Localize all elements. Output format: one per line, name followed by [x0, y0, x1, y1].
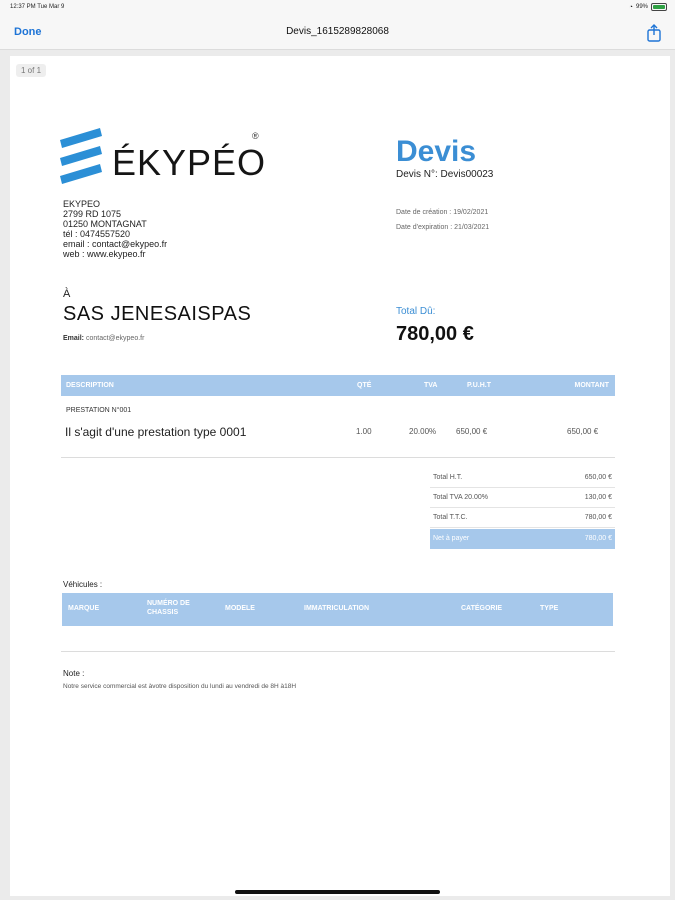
- col-category: CATÉGORIE: [461, 605, 503, 612]
- total-ht-row: [430, 468, 615, 488]
- item-qty: 1.00: [356, 427, 372, 436]
- logo-mark-icon: [60, 128, 104, 186]
- total-label: Total H.T.: [433, 474, 463, 481]
- col-registration: IMMATRICULATION: [304, 605, 370, 612]
- note-label: Note :: [63, 669, 85, 678]
- company-name: EKYPEO: [63, 199, 101, 209]
- registered-mark: ®: [252, 131, 259, 141]
- client-email: [63, 335, 144, 342]
- total-value: 780,00 €: [584, 514, 612, 521]
- page-indicator: 1 of 1: [16, 64, 46, 77]
- total-value: 130,00 €: [584, 494, 612, 501]
- col-description: DESCRIPTION: [66, 382, 114, 389]
- status-indicators: [629, 3, 667, 11]
- item-tva: 20.00%: [409, 427, 437, 436]
- total-due-value: 780,00 €: [396, 323, 474, 345]
- net-to-pay-value: 780,00 €: [584, 535, 612, 542]
- item-category: PRESTATION N°001: [66, 407, 132, 414]
- total-label: Total TVA 20.00%: [433, 494, 488, 501]
- vehicles-table-header: [62, 593, 613, 626]
- col-tva: TVA: [424, 382, 438, 389]
- col-brand: MARQUE: [68, 605, 100, 612]
- col-puht: P.U.H.T: [467, 382, 491, 389]
- nav-bar: [0, 16, 675, 50]
- divider: [61, 651, 615, 652]
- vehicles-label: Véhicules :: [63, 580, 103, 589]
- done-button[interactable]: Done: [14, 26, 42, 38]
- items-table-header: [61, 375, 615, 396]
- creation-date: Date de création : 19/02/2021: [396, 209, 489, 216]
- expiration-date: Date d'expiration : 21/03/2021: [396, 224, 490, 231]
- total-tva-row: [430, 488, 615, 508]
- col-model: MODELE: [225, 605, 255, 612]
- company-phone: tél : 0474557520: [63, 229, 131, 239]
- note-text: Notre service commercial est àvotre disposition du lundi au vendredi de 8H à18H: [63, 683, 297, 690]
- item-description: Il s'agit d'une prestation type 0001: [65, 425, 247, 439]
- col-amount: MONTANT: [574, 382, 609, 389]
- recipient-label: À: [63, 288, 71, 300]
- net-to-pay-row: [430, 529, 615, 549]
- total-due-label: Total Dû:: [396, 306, 436, 317]
- client-email-value: contact@ekypeo.fr: [85, 335, 145, 342]
- devis-number: Devis N°: Devis00023: [396, 169, 494, 180]
- company-info: [63, 199, 167, 259]
- item-amount: 650,00 €: [567, 427, 599, 436]
- status-bar: [0, 0, 675, 16]
- col-qty: QTÉ: [357, 382, 372, 389]
- logo-text: ÉKYPÉO: [112, 142, 267, 183]
- home-indicator[interactable]: [235, 890, 440, 894]
- company-email: email : contact@ekypeo.fr: [63, 239, 168, 249]
- document-title: Devis_1615289828068: [286, 26, 389, 37]
- net-to-pay-label: Net à payer: [433, 535, 470, 542]
- battery-icon: [651, 3, 667, 11]
- battery-percent: 99%: [635, 4, 648, 10]
- total-label: Total T.T.C.: [433, 514, 468, 521]
- share-icon[interactable]: [645, 23, 663, 43]
- client-name: SAS JENESAISPAS: [63, 303, 252, 325]
- devis-title: Devis: [396, 135, 477, 168]
- total-ttc-row: [430, 508, 615, 528]
- wifi-icon: ◔: [628, 3, 633, 11]
- devis-dates: [396, 205, 489, 235]
- col-chassis-line1: NUMÉRO DE: [147, 600, 190, 607]
- client-email-label: Email:: [63, 335, 85, 342]
- company-city: 01250 MONTAGNAT: [63, 219, 147, 229]
- total-value: 650,00 €: [584, 474, 612, 481]
- company-web: web : www.ekypeo.fr: [63, 249, 146, 259]
- company-address-line: 2799 RD 1075: [63, 209, 122, 219]
- divider: [61, 457, 615, 458]
- col-type: TYPE: [540, 605, 559, 612]
- col-chassis-line2: CHASSIS: [147, 609, 179, 616]
- status-time: 12:37 PM Tue Mar 9: [10, 4, 65, 10]
- item-puht: 650,00 €: [456, 427, 488, 436]
